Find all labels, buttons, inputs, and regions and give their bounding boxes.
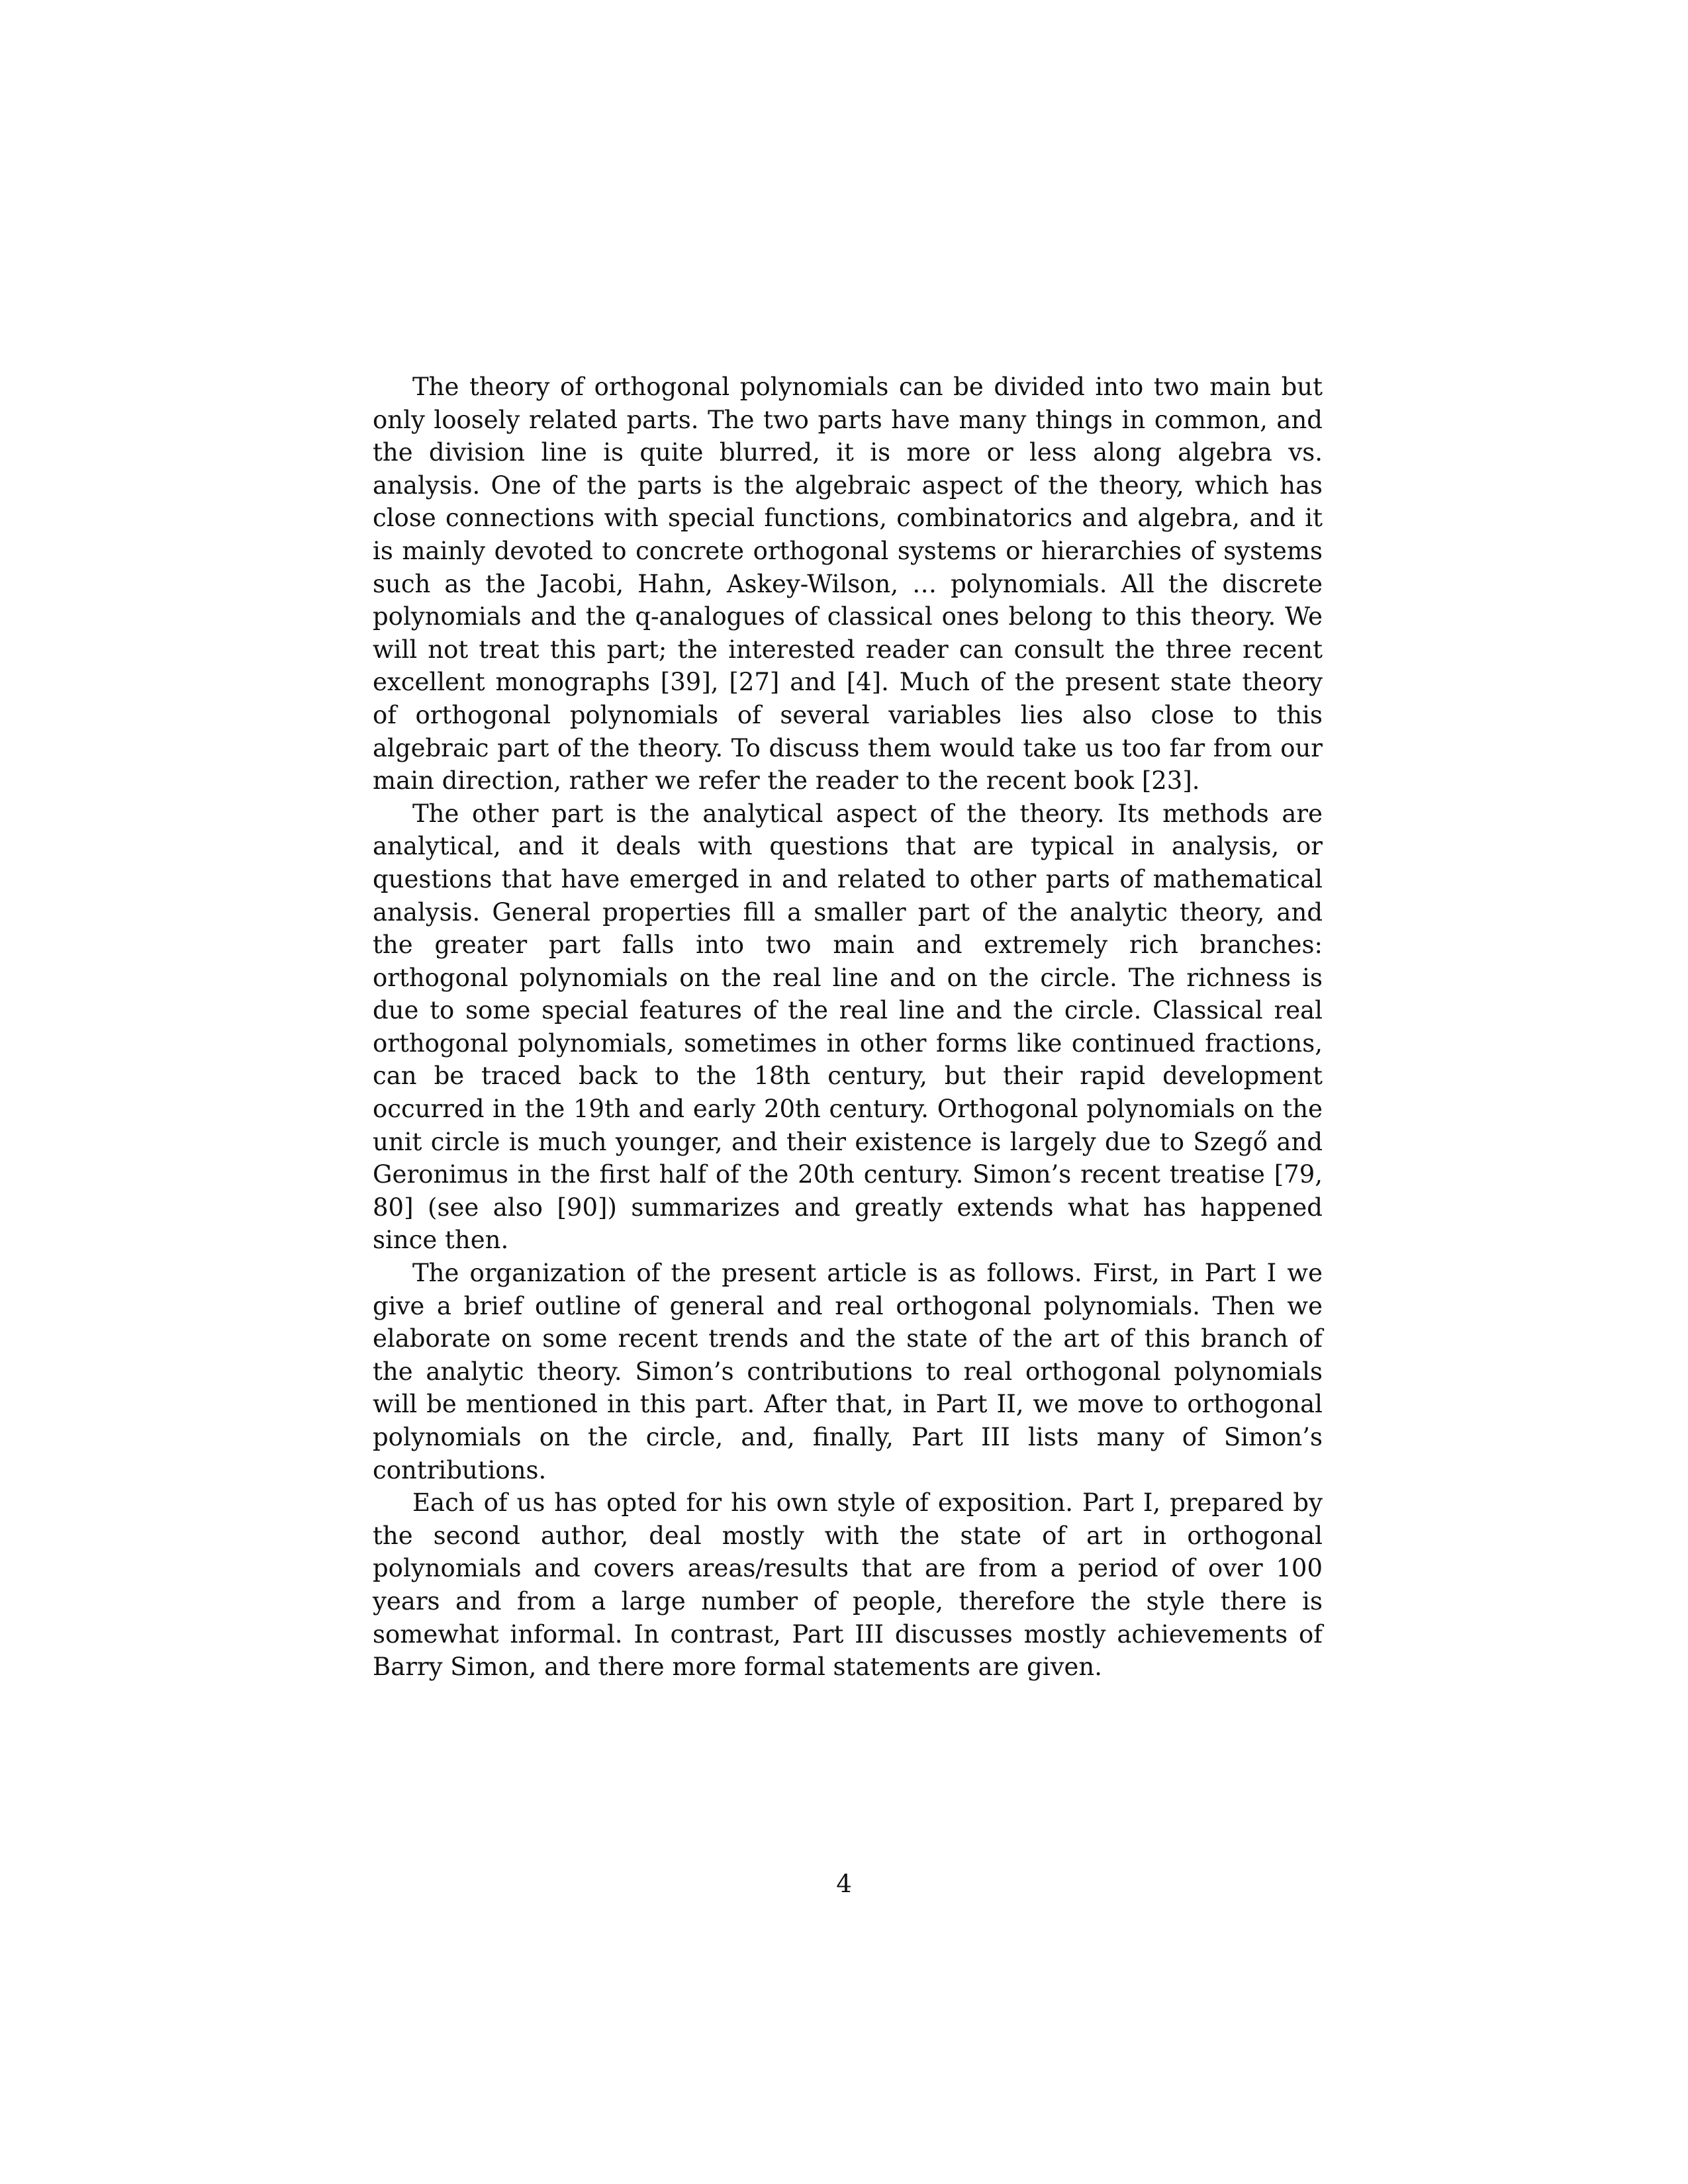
- paragraph-intro: The theory of orthogonal polynomials can be divided into two main but only loosely related parts. The two parts have many things in common, and the division line is quite blurred, it is more or less along algebra vs. analysis. One of the parts is the algebraic aspect of the theory, which has close connections with special functions, combinatorics and algebra, and it is mainly devoted to concrete orthogonal systems or hierarchies of systems such as the Jacobi, Hahn, Askey-Wilson, … polynomials. All the discrete polynomials and the q-analogues of classical ones belong to this theory. We will not treat this part; the interested reader can consult the three recent excellent monographs [39], [27] and [4]. Much of the present state theory of orthogonal polynomials of several variables lies also close to this algebraic part of the theory. To discuss them would take us too far from our main direction, rather we refer the reader to the recent book [23].: [373, 373, 1323, 796]
- paragraph-exposition-style: Each of us has opted for his own style of exposition. Part I, prepared by the second author, deal mostly with the state of art in orthogonal polynomials and covers areas/results that are from a period of over 100 years and from a large number of people, therefore the style there is somewhat informal. In contrast, Part III discusses mostly achievements of Barry Simon, and there more formal statements are given.: [373, 1488, 1323, 1682]
- paragraph-analytic-aspect: The other part is the analytical aspect of the theory. Its methods are analytical, and it deals with questions that are typical in analysis, or questions that have emerged in and related to other parts of mathematical analysis. General properties fill a smaller part of the analytic theory, and the greater part falls into two main and extremely rich branches: orthogonal polynomials on the real line and on the circle. The richness is due to some special features of the real line and the circle. Classical real orthogonal polynomials, sometimes in other forms like continued fractions, can be traced back to the 18th century, but their rapid development occurred in the 19th and early 20th century. Orthogonal polynomials on the unit circle is much younger, and their existence is largely due to Szegő and Geronimus in the first half of the 20th century. Simon’s recent treatise [79, 80] (see also [90]) summarizes and greatly extends what has happened since then.: [373, 799, 1323, 1255]
- page-number: 4: [836, 1870, 852, 1898]
- paragraph-organization: The organization of the present article is as follows. First, in Part I we give a brief outline of general and real orthogonal polynomials. Then we elaborate on some recent trends and the state of the art of this branch of the analytic theory. Simon’s contributions to real orthogonal polynomials will be mentioned in this part. After that, in Part II, we move to orthogonal polynomials on the circle, and, finally, Part III lists many of Simon’s contributions.: [373, 1259, 1323, 1484]
- body-text: [373, 371, 1323, 1684]
